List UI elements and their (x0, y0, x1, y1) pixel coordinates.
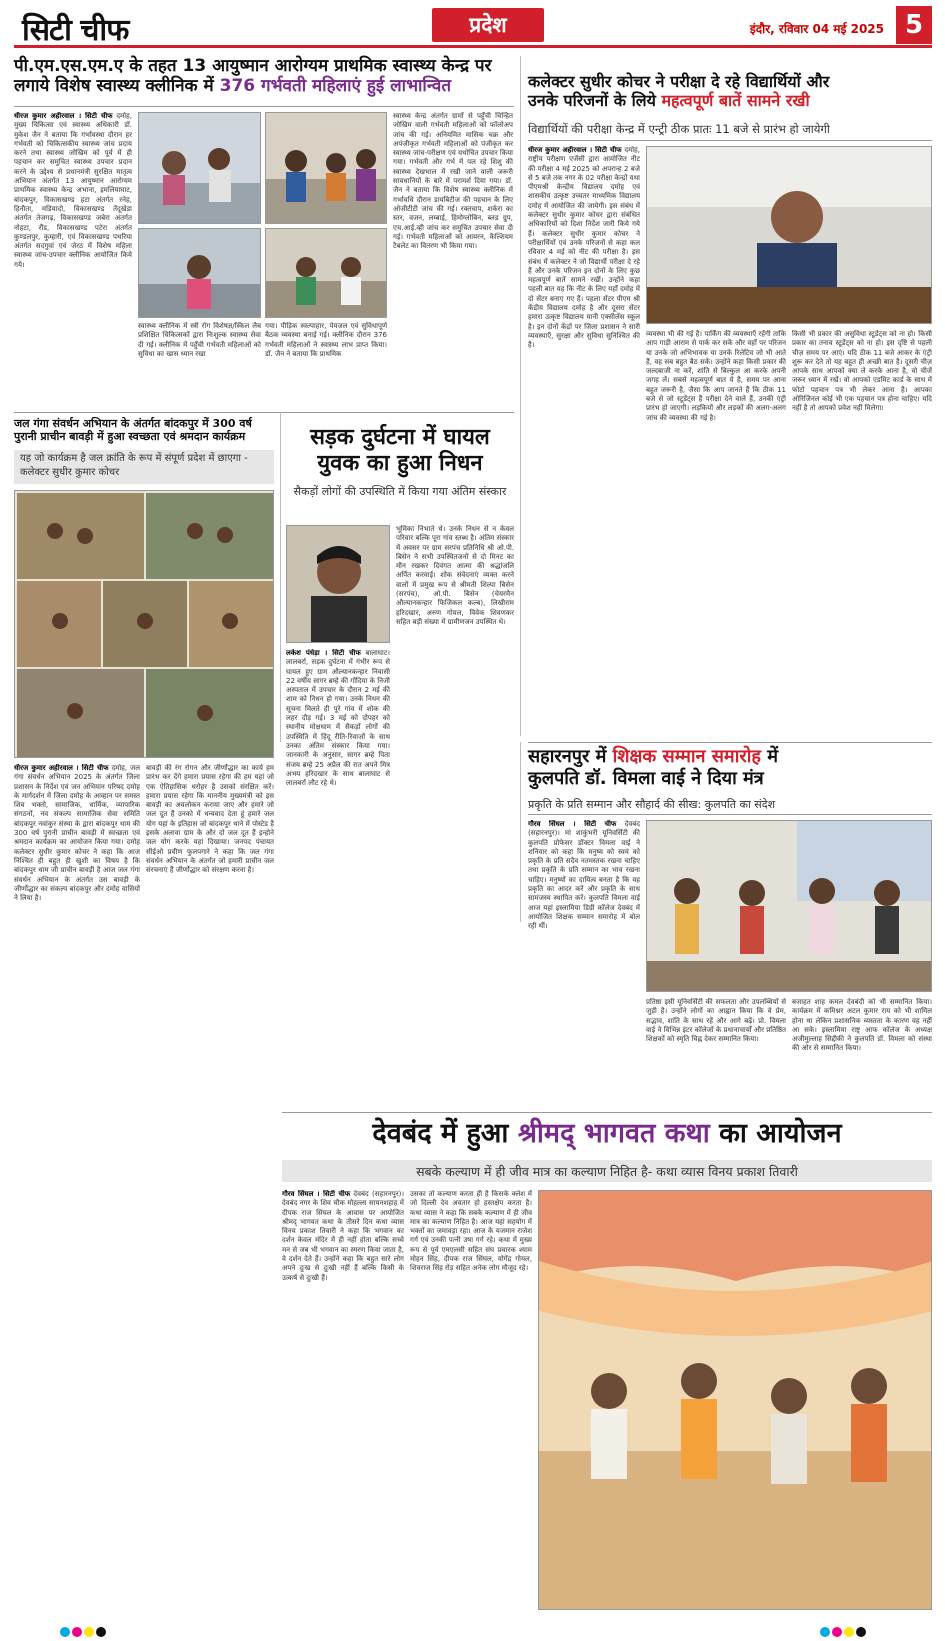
story6-col2-text: उसका तो कल्याण करता ही है किसके क्लेश में जो दिल्ली देव अवतार हो हस्तक्षेप करता है। कथा व्यास ने कहा कि सबके कल्याण में ही जीव मात्र का कल्याण निहित है। आज यहां सहयोग में भक्तों का जमावड़ा रहा। आज के यजमान राजेश गर्ग एवं उनकी पत्नी उषा गर्ग रहे। कथा में मुख्य रूप से पूर्व एमएलसी सहित संघ प्रचारक श्याम मोहन सिंह, दीपक राज सिंघल, योगेंद्र गोयल, शिवराज सिंह रोड़ सहित अनेक लोग मौजूद रहे। (410, 1190, 532, 1273)
story5-headline-line2: कुलपति डॉ. विमला वाई ने दिया मंत्र (528, 767, 764, 789)
story5-event-photo (646, 820, 932, 992)
story6-col1 (282, 1190, 404, 1616)
clinic-photo (139, 113, 261, 224)
story4-col1-text: बालाघाट। लालबर्रा, सड़क दुर्घटना में गंभीर रूप से घायल हुए ग्राम औल्यानकन्हार निवासी 22 वर्षीय सागर ब्रम्हे की गोंदिया के निजी अस्पताल में उपचार के दौरान 2 मई की शाम को निधन हो गया। उनके निधन की सूचना मिलते ही पूरे गांव में शोक की लहर दौड़ गई। 3 मई को दोपहर को स्थानीय मोक्षधाम में सैकड़ों लोगों की उपस्थिति में हिंदू रीति-रिवाजों के साथ उनका अंतिम संस्कार किया गया। जानकारी के अनुसार, सागर ब्रम्हे पिता संजय ब्रम्हे 25 अप्रैल की रात अपने मित्र अभय हरिदखार के साथ बालाघाट से लालबर्रा लौट रहे थे। (286, 649, 390, 788)
story3-photo-collage (14, 490, 274, 758)
story2-col2-text: व्यवस्था भी की गई है। पार्किंग की व्यवस्थाएँ रहेंगी ताकि आप गाड़ी आराम से पार्क कर सकें और वहाँ पर परिजन या उनके जो अभिभावक या उनके रिलेटिव जो भी आते हैं, वह सब बहुत बैठ सकें। उन्होंने कहा किसी प्रकार की जल्दबाजी ना करें, शांति से बिल्कुल आ करके अपनी जगह लें। सबसे महत्वपूर्ण बात ये है, समय पर आना बहुत जरूरी है, जैसा कि आप जानते हैं कि ठीक 11 बजे से जो स्टूडेंट्स हैं परीक्षा देने वाले हैं, उनकी एंट्री प्रारंभ हो जाएगी। लड़कियों और लड़कों की अलग-अलग जांच की व्यवस्था की गई है। (646, 330, 786, 422)
story3-headline (14, 417, 274, 443)
story1-col4 (393, 112, 513, 404)
story6-event-photo (538, 1190, 932, 1610)
story2-col2 (646, 330, 786, 734)
bhagwat-katha-photo (539, 1191, 932, 1610)
story6-headline (282, 1118, 932, 1150)
clinic-photo (139, 229, 261, 318)
story5-top-rule (528, 742, 932, 743)
story5-rule (528, 814, 932, 815)
story6-col2 (410, 1190, 532, 1616)
story1-headline-line2 (14, 76, 514, 96)
story6-subhead: सबके कल्याण में ही जीव मात्र का कल्याण निहित है- कथा व्यास विनय प्रकाश तिवारी (416, 1164, 798, 1179)
story1-headline-part-a: लगाये विशेष स्वास्थ्य क्लीनिक में (14, 76, 220, 97)
collector-photo (647, 147, 932, 324)
story4-subhead: सैकड़ों लोगों की उपस्थिति में किया गया अंतिम संस्कार (293, 485, 507, 498)
section-tab: प्रदेश (432, 8, 544, 42)
story5-headline (528, 746, 932, 789)
story6-headline-part-a: देवबंद में हुआ (372, 1118, 518, 1149)
story2-col1-text: दमोह, राष्ट्रीय परीक्षण एजेंसी द्वारा आयोजित नीट की परीक्षा 4 मई 2025 को अपरान्ह 2 बजे से 5 बजे तक नगर के 02 परीक्षा केन्द्रों यथा पीएमश्री केन्द्रीय विद्यालय दमोह एवं शासकीय उत्कृष्ट उच्चतर माध्यमिक विद्यालय दमोह में आयोजित की जायेगी। इस संबंध में कलेक्टर सुधीर कुमार कोचर द्वारा संबंधित अधिकारियों को दिशा निर्देश जारी किये गये हैं। कलेक्टर सुधीर कुमार कोचर ने परीक्षार्थियों एवं उनके परिजनों से कहा कल रविवार 4 मई को नीट की परीक्षा है। इस संबंध में कलेक्टर ने जो विद्यार्थी परीक्षा दे रहे हैं और उनके परिजन इन दोनों के लिए कुछ महत्वपूर्ण बातें सामने रखीं। उन्होंने कहा पहली बात यह कि नीट के लिए यहाँ दमोह में दो सेंटर बनाए गए हैं। पहला सेंटर पीएम श्री केंद्रीय विद्यालय दमोह है और दूसरा सेंटर हमारा उत्कृष्ट विद्यालय यानी एक्सीलेंस स्कूल है। इन दोनों केंद्रों पर जिला प्रशासन ने सारी व्यवस्थाएँ, सुरक्षा और सुविधा सुनिश्चित की है। (528, 146, 640, 350)
story5-headline-line1 (528, 746, 932, 768)
story1-col4-text: स्वास्थ्य केन्द्र अंतर्गत ग्रामों से पहुँची चिन्हित जोखिम वाली गर्भवती महिलाओं को फॉलोअप जांच की गई। अनियमित मासिक चक्र और अपंजीकृत गर्भवती महिलाओं को पंजीकृत कर स्वास्थ्य जांच-परीक्षण एवं यथोचित उपचार किया गया। गर्भवती और गर्भ में पल रहे शिशु की स्वास्थ्य देखभाल में रखी जाने वाली जरूरी सावधानियों के बारे में परामर्श दिया गया। डॉ. जैन ने बताया कि विशेष स्वास्थ्य क्लीनिक में गर्भावधि दौरान डायबिटीज की पहचान के लिए ओजीटीटी जांच की गई। रक्तचाप, शर्करा का स्तर, वजन, लम्बाई, हिमोग्लोबिन, ब्लड ग्रुप, एच.आई.व्ही जांच कर समुचित उपचार सेवा दी गई। गर्भवती महिलाओं को आयरन, कैल्शियम टैबलेट का वितरण भी किया गया। (393, 112, 513, 251)
story6-byline: गौरव सिंघल । सिटी चीफ (282, 1190, 351, 1198)
story5-headline-part-a: सहारनपुर में (528, 746, 613, 767)
ceremony-photo (647, 821, 932, 992)
story2-rule (528, 140, 932, 141)
story2-subhead: विद्यार्थियों की परीक्षा केन्द्र में एन्ट्री ठीक प्रातः 11 बजे से प्रारंभ हो जायेगी (528, 122, 830, 136)
story5-photo-caption: प्रतिष्ठा इसी यूनिवर्सिटी की सफलता और उपलब्धियों से जुड़ी है। उन्होंने लोगों का आह्वान किया कि वे प्रेम, सद्भाव, शांति के साथ रहें और आगे बढ़ें। प्रो. विमला वाई ने विभिन्न इंटर कॉलेजों के प्रधानाचार्यों और प्रतिष्ठित शिक्षकों को स्मृति चिह्न देकर सम्मानित किया। (646, 998, 786, 1044)
story6-headline-part-c: का आयोजन (709, 1118, 842, 1149)
story1-byline: धीरज कुमार अहीरवाल । सिटी चीफ (14, 112, 113, 120)
story5-col3-text: बजाहत शाह कमल देवबंदी को भी सम्मानित किया। कार्यक्रम में कमिश्नर अटल कुमार राय को भी शामिल होना था लेकिन प्रशासनिक व्यस्तता के कारण वह नहीं आ सके। इस्लामिया राष्ट्र आफ कॉलेज के अध्यक्ष अजीमुल्लाह सिद्दीकी ने कुलपति डॉ. विमला को संस्था की ओर से सम्मानित किया। (792, 998, 932, 1053)
story5-caption-col (646, 998, 786, 1102)
clinic-photo (266, 113, 387, 224)
story2-collector-photo (646, 146, 932, 324)
story3-headline-line1: जल गंगा संवर्धन अभियान के अंतर्गत बांदकपुर में 300 वर्ष (14, 417, 252, 430)
page-number: 5 (896, 6, 932, 44)
story1-headline (14, 56, 514, 97)
story1-photo-caption: स्वास्थ्य क्लीनिक में स्त्री रोग विशेषज्ञ/स्किल लैब प्रशिक्षित चिकित्सकों द्वारा निःशुल्क स्वास्थ्य सेवा दी गई। क्लीनिक में पहुँची गर्भवती महिलाओं को सुविधा का खास ध्यान रखा (138, 322, 261, 358)
story6-col1-text: देवबंद (सहारनपुर)। देवबंद नगर के शिव चौक मोहल्ला सायनशहाह में दीपक राज सिंघल के आवास पर आयोजित श्रीमद् भागवत कथा के तीसरे दिन कथा व्यास विनय प्रकाश तिवारी ने कहा कि भगवान का दर्शन केवल मंदिर में ही नहीं होता बल्कि सच्चे मन से जब भी भगवान का स्मरण किया जाता है, वे दर्शन देते हैं। उन्होंने कहा कि बहुत सारे लोग अपने दुःख से दुःखी नहीं हैं बल्कि किसी के उत्कर्ष से दुःखी हैं। (282, 1190, 404, 1282)
story3-col2-text: बावड़ी की रंग रोगन और जीर्णोद्धार का कार्य हम प्रारंभ कर देंगे हमारा प्रयास रहेगा की हम यहां जो एक ऐतिहासिक धरोहर है उसको संरक्षित करें। हमारा प्रयास रहेगा कि माननीय मुख्यमंत्री को इस बावड़ी का अवलोकन कराया जाए और हमारे जो जल दूत हैं उनको में धन्यवाद देता हूं हमारे जल योग यहां के इतिहास जो बांदकपुर थाने में पोस्टेड है इसके अलावा ग्राम के और दो जल दूत हैं इन्होने जल योग करके यहां दिखाया। जनपद पंचायत सीईओ प्रवीण फुलपगारे ने कहा कि जल गंगा संवर्धन अभियान के अंतर्गत जो हमारी प्राचीन जल संरचनाएं हैं जीर्णोद्धार को संरक्षण करना है। (146, 764, 274, 875)
story2-col3-text: किसी भी प्रकार की असुविधा स्टूडेंट्स को ना हो। किसी प्रकार का तनाव स्टूडेंट्स को ना हो। इस दृष्टि से पहली चीज़ समय पर आएं। यदि ठीक 11 बजे आकर के एंट्री शुरू कर देते तो यह बहुत ही अच्छी बात है। दूसरी चीज़ आपके साथ आपको क्या ले करके आना है, वो चीजें जरूर ध्यान में रखें। वो आपको एडमिट कार्ड के साथ में फोटो पहचान पत्र भी लेकर आना है। आपका ओरिजिनल कोई भी एक पहचान पत्र होना चाहिए। यदि नहीं है तो आपको प्रवेश नहीं मिलेगा। (792, 330, 932, 413)
story1-rule (14, 106, 514, 107)
masthead (14, 6, 932, 48)
color-registration-marks (820, 1622, 868, 1634)
story1-headline-line1: पी.एम.एस.एम.ए के तहत 13 आयुष्मान आरोग्यम प्राथमिक स्वास्थ्य केन्द्र पर (14, 56, 492, 76)
story2-headline-part-a: उनके परिजनों के लिये (528, 91, 662, 111)
story4-headline-line1: सड़क दुर्घटना में घायल (310, 425, 490, 450)
story2-headline-line1: कलेक्टर सुधीर कोचर ने परीक्षा दे रहे विद्यार्थियों और (528, 72, 830, 91)
story2-byline: धीरज कुमार अहीरवाल । सिटी चीफ (528, 146, 622, 154)
story4-headline-line2: युवक का हुआ निधन (317, 451, 483, 477)
cleanliness-drive-photos (15, 491, 274, 758)
dateline: इंदौर, रविवार 04 मई 2025 (749, 22, 884, 36)
story5-col3 (792, 998, 932, 1102)
story4-headline (286, 425, 514, 478)
story3-col1 (14, 764, 140, 1616)
column-divider (280, 412, 281, 742)
brand-logo: सिटी चीफ (22, 13, 129, 48)
story1-photo-4 (265, 228, 387, 318)
story2-headline-line2 (528, 91, 932, 110)
column-divider (520, 742, 521, 922)
story1-photo-3 (138, 228, 261, 318)
story6-headline-highlight: श्रीमद् भागवत कथा (517, 1118, 710, 1149)
story1-headline-highlight: 376 गर्भवती महिलाएं हुई लाभान्वित (219, 76, 452, 97)
story3-col1-text: दमोह, जल गंगा संवर्धन अभियान 2025 के अंतर्गत जिला प्रशासन के निर्देश एवं जन अभियान परिषद दमोह के मार्गदर्शन में जिला दमोह के आव्हान पर समस्त शिव भक्तो, सामाजिक, धार्मिक, व्यापारिक संगठनों, नव संकल्प सामाजिक सेवा समिति बांदकपुर नवांकुर संस्था के द्वारा बांदकपुर धाम की 300 वर्ष पुरानी प्राचीन बावड़ी में स्वच्छता एवं श्रमदान कार्यक्रम का आयोजन किया गया। दमोह कलेक्टर सुधीर कुमार कोचर ने कहा कि आज निश्चित ही बहुत ही खुशी का विषय है कि बांदकपुर धाम जी प्राचीन बावड़ी है आज जल गंगा संवर्धन अभियान के अंतर्गत उस बावड़ी के जीर्णोद्धार का संकल्प बांदकपुर और दमोह वासियों ने लिया है। (14, 764, 140, 903)
story2-headline (528, 72, 932, 110)
story1-col3-text: गया। पीड़िक स्वल्पाहार, पेयजल एवं सुविधापूर्ण बैठक व्यवस्था बनाई गई। क्लीनिक दौरान 376 गर्भवती महिलाओं ने स्वास्थ्य लाभ प्राप्त किया। डॉ. जैन ने बताया कि प्राथमिक (265, 322, 387, 358)
color-registration-marks (60, 1622, 108, 1634)
clinic-photo (266, 229, 387, 318)
story2-col3 (792, 330, 932, 734)
story1-col3 (265, 322, 387, 404)
story1-photo-1 (138, 112, 261, 224)
story5-headline-highlight: शिक्षक सम्मान समारोह (612, 746, 761, 767)
story4-byline: लकेश पंधेड़ा । सिटी चीफ (286, 649, 361, 657)
story5-subhead: प्रकृति के प्रति सम्मान और सौहार्द की सीख: कुलपति का संदेश (528, 798, 776, 811)
story5-col1 (528, 820, 640, 1102)
story5-byline: गौरव सिंघल । सिटी चीफ (528, 820, 617, 828)
story3-subhead: यह जो कार्यक्रम है जल क्रांति के रूप में संपूर्ण प्रदेश में छाएगा - कलेक्टर सुधीर कुमार कोचर (20, 453, 248, 478)
story4-youth-photo (286, 525, 390, 643)
story4-col2-text: भूमिका निभाते थे। उनके निधन से न केवल परिवार बल्कि पूरा गांव स्तब्ध है। अंतिम संस्कार में अवसर पर ग्राम सरपंच प्रतिनिधि श्री ओ.पी. बिसेन ने सभी उपस्थितजनों से दो मिनट का मौन रखकर दिवंगत आत्मा की श्रद्धांजलि अर्पित करवाई। शोक संवेदनाएं व्यक्त करने वालों में प्रमुख रूप से श्रीमती शिल्पा बिसेन (सरपंच), ओ.पी. बिसेन (चेयरमैन औल्यानकन्हार फिजिकल कल्ब), लिखीराम हरिदखार, अरुण गोयल, विवेक शिवणकर सहित बड़ी संख्या में ग्रामीणजन उपस्थित थे। (396, 525, 514, 626)
story1-col1 (14, 112, 132, 402)
column-divider (520, 56, 521, 736)
story3-top-rule (14, 412, 514, 413)
story6-top-rule (282, 1112, 932, 1113)
story3-headline-line2: पुरानी प्राचीन बावड़ी में हुआ स्वच्छता एवं श्रमदान कार्यक्रम (14, 430, 246, 444)
story3-byline: धीरज कुमार अहीरवाल । सिटी चीफ (14, 764, 109, 772)
story5-col1-text: देवबंद (सहारनपुर)। मां शाकुंभरी यूनिवर्सिटी की कुलपति प्रोफेसर डॉक्टर विमला वाई ने शनिवार को कहा कि मनुष्य को स्वयं को प्रकृति के प्रति सदैव नतमस्तक रखना चाहिए तथा प्रकृति के प्रति सम्मान का भाव रखना चाहिए। मनुष्यों का दायित्व बनता है कि वह प्रकृति का आदर करें और प्रकृति के साथ सामंजस्य स्थापित करें। कुलपति विमला वाई आज यहां इस्लामिया डिग्री कॉलेज देवबंद में आयोजित शिक्षक सम्मान समारोह में बोल रही थीं। (528, 820, 640, 931)
story2-headline-highlight: महत्वपूर्ण बातें सामने रखी (661, 91, 810, 111)
story1-caption-col (138, 322, 261, 404)
story4-col2 (396, 525, 514, 907)
story1-col1-text: दमोह, मुख्य चिकित्सा एवं स्वास्थ्य अधिकारी डॉ. मुकेश जैन ने बताया कि गर्भावस्था दौरान हर गर्भवती को चिकित्सकीय स्वास्थ्य जांच प्रदाय करने तथा स्वास्थ्य जोखिम को पूर्व में ही पहचान कर समुचित स्वास्थ्य उपचार प्रदान करने के उद्देश्य से प्रधानमंत्री सुरक्षित मातृत्व अभियान अंतर्गत 13 आयुष्मान आरोग्यम प्राथमिक स्वास्थ्य केन्द्र अभाना, इमलियाघाट, बांदकपुर, विकासखण्ड हटा अंतर्गत रनेह, हिनौता, मडियादो, विकासखण्ड तेंदूखेडा अंतर्गत तेजगढ़, विकासखण्ड जबेरा अंतर्गत नोहटा, रौंड, विकासखण्ड पटेरा अंतर्गत कुण्डलपुर, कुम्हारी, एवं विकासखण्ड पथरिया अंतर्गत सदगुवां एवं जेरठ में विशेष महिला स्वास्थ्य जांच-उपचार क्लीनिक आयोजित किये गये। (14, 112, 132, 269)
story5-headline-part-c: में (760, 746, 778, 767)
story4-col1 (286, 649, 390, 907)
story1-photo-2 (265, 112, 387, 224)
portrait-photo (287, 526, 390, 643)
story2-col1 (528, 146, 640, 734)
story3-col2 (146, 764, 274, 1616)
